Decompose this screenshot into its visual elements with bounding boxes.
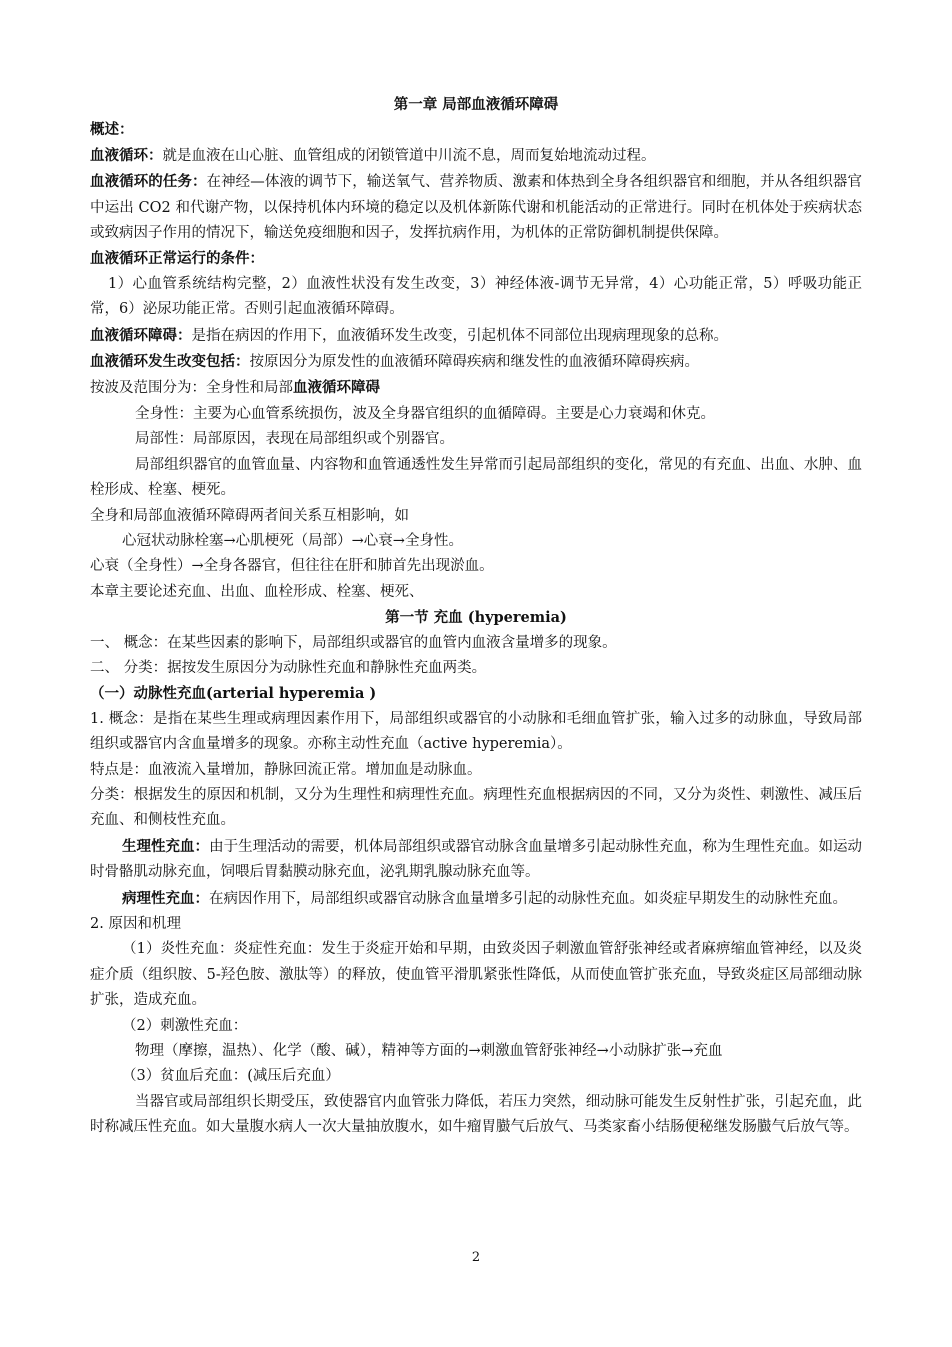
term-label: 病理性充血： [122,889,209,907]
chapter-scope: 本章主要论述充血、出血、血栓形成、栓塞、梗死、 [90,583,424,600]
paragraph-text: 在病因作用下，局部组织或器官动脉含血量增多引起的动脉性充血。如炎症早期发生的动脉性充血。 [209,890,847,907]
document-body [90,92,862,1141]
paragraph-scope [90,375,862,401]
conditions-heading: 血液循环正常运行的条件： [90,250,264,268]
irritative-text: 物理（摩擦，温热）、化学（酸、碱），精神等方面的→刺激血管舒张神经→小动脉扩张→充血 [135,1043,723,1060]
classification-text: 分类：根据发生的原因和机制，又分为生理性和病理性充血。病理性充血根据病因的不同，又分为炎性、刺激性、减压后充血、和侧枝性充血。 [90,786,862,829]
term-label: 血液循环障碍： [90,326,192,344]
anemia-heading: （3）贫血后充血：(减压后充血） [122,1068,340,1085]
paragraph-text: 按波及范围分为：全身性和局部 [90,380,293,397]
paragraph-task [90,169,862,246]
classification-line: 二、 分类：据按发生原因分为动脉性充血和静脉性充血两类。 [90,659,487,676]
paragraph-circulation [90,143,862,169]
term-label: 血液循环： [90,146,163,164]
paragraph-text: 在神经—体液的调节下，输送氧气、营养物质、激素和体热到全身各组织器官和细胞，并从各组织器官中运出 CO2 和代谢产物，以保持机体内环境的稳定以及机体新陈代谢和机能活动的正常进行。同时在机体处于疾病状态或致病因子作用的情况下，输送免疫细胞和因子，发挥抗病作用，为机体的正常防御机制提供保障。 [90,174,863,242]
systemic-text: 全身性：主要为心血管系统损伤，波及全身器官组织的血循障碍。主要是心力衰竭和休克。 [135,405,715,422]
features-text: 特点是：血液流入量增加，静脉回流正常。增加血是动脉血。 [90,761,482,778]
example-2: 心衰（全身性）→全身各器官，但往往在肝和肺首先出现淤血。 [90,558,494,575]
local-detail: 局部组织器官的血管血量、内容物和血管通透性发生异常而引起局部组织的变化，常见的有充血、出血、水肿、血栓形成、栓塞、梗死。 [90,456,862,499]
paragraph-changes [90,349,862,375]
paragraph-disorder [90,323,862,349]
paragraph-patho [90,886,862,912]
local-text: 局部性：局部原因，表现在局部组织或个别器官。 [135,431,454,448]
term-label: 血液循环的任务： [90,173,207,191]
example-1: 心冠状动脉栓塞→心肌梗死（局部）→心衰→全身性。 [122,532,463,549]
anemia-text: 当器官或局部组织长期受压，致使器官内血管张力降低，若压力突然，细动脉可能发生反射性扩张，引起充血，此时称减压性充血。如大量腹水病人一次大量抽放腹水，如牛瘤胃臌气后放气、马类家畜小结肠便秘继发肠臌气后放气等。 [90,1093,862,1136]
arterial-heading: （一）动脉性充血(arterial hyperemia ) [90,685,377,703]
chapter-title: 第一章 局部血液循环障碍 [393,96,559,113]
arterial-concept: 1. 概念：是指在某些生理或病理因素作用下，局部组织或器官的小动脉和毛细血管扩张，输入过多的动脉血，导致局部组织或器官内含血量增多的现象。亦称主动性充血（active hyperemia）。 [90,710,862,753]
paragraph-text: 是指在病因的作用下，血液循环发生改变，引起机体不同部位出现病理现象的总称。 [191,327,728,344]
paragraph-text: 由于生理活动的需要，机体局部组织或器官动脉含血量增多引起动脉性充血，称为生理性充血。如运动时骨骼肌动脉充血，饲喂后胃黏膜动脉充血，泌乳期乳腺动脉充血等。 [90,838,862,881]
irritative-heading: （2）刺激性充血： [122,1017,248,1034]
paragraph-text: 就是血液在山心脏、血管组成的闭锁管道中川流不息，周而复始地流动过程。 [162,147,656,164]
term-label: 血液循环障碍 [293,379,380,397]
conditions-text: 1）心血管系统结构完整，2）血液性状没有发生改变，3）神经体液-调节无异常，4）心功能正常，5）呼吸功能正常，6）泌尿功能正常。否则引起血液循环障碍。 [90,275,862,318]
concept-line: 一、 概念：在某些因素的影响下，局部组织或器官的血管内血液含量增多的现象。 [90,634,617,651]
term-label: 血液循环发生改变包括： [90,353,250,371]
inflammatory-text: （1）炎性充血：炎症性充血：发生于炎症开始和早期，由致炎因子刺激血管舒张神经或者麻痹缩血管神经，以及炎症介质（组织胺、5-羟色胺、激肽等）的释放，使血管平滑肌紧张性降低，从而使血管扩张充血，导致炎症区局部细动脉扩张，造成充血。 [90,941,862,1009]
term-label: 生理性充血： [122,837,210,855]
paragraph-physio [90,834,862,886]
paragraph-text: 按原因分为原发性的血液循环障碍疾病和继发性的血液循环障碍疾病。 [249,354,699,371]
relation-text: 全身和局部血液循环障碍两者间关系互相影响，如 [90,507,409,524]
overview-heading: 概述： [90,121,134,139]
page-number: 2 [471,1250,481,1265]
section-title: 第一节 充血 (hyperemia) [385,609,567,627]
cause-heading: 2. 原因和机理 [90,916,181,932]
